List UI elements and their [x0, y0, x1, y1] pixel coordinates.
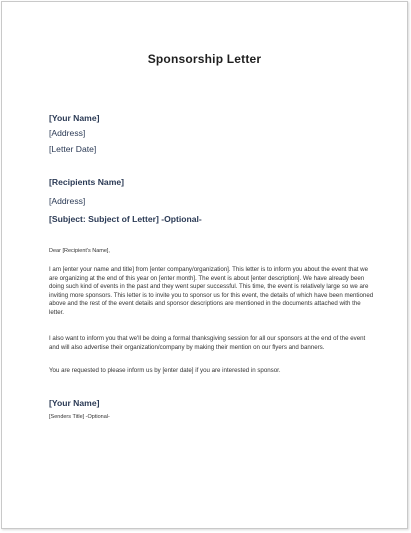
sender-address: [Address] — [49, 128, 86, 138]
letter-page — [1, 1, 408, 529]
recipient-address: [Address] — [49, 196, 86, 206]
recipient-name: [Recipients Name] — [49, 177, 124, 187]
paragraph-text: I am [enter your name and title] from [enter company/organization]. This letter is to inform you about the event that we are organizing at the end of this year on [enter month]. The event is about [enter description]. We have already been doing such kind of events in the past and they went super successful. This time, the event is relatively large so we are inviting more sponsors. This letter is to invite you to sponsor us for this event, the details of which have been mentioned above and the rest of the event details and sponsor descriptions are mentioned in the documents attached with the letter. — [49, 266, 374, 316]
letter-subject: [Subject: Subject of Letter] -Optional- — [49, 214, 202, 224]
closing-name: [Your Name] — [49, 398, 100, 408]
sender-name: [Your Name] — [49, 113, 100, 123]
paragraph-text: I also want to inform you that we'll be doing a formal thanksgiving session for all our sponsors at the end of the event and will also advertise their organization/company by making their mention on our flyers and banners. — [49, 335, 366, 351]
body-paragraph-3 — [49, 367, 374, 376]
body-paragraph-2 — [49, 335, 374, 352]
letter-date: [Letter Date] — [49, 144, 97, 154]
paragraph-text: You are requested to please inform us by [enter date] if you are interested in sponsor. — [49, 367, 281, 374]
salutation: Dear [Recipient's Name], — [49, 248, 110, 254]
body-paragraph-1 — [49, 266, 374, 318]
closing-title: [Senders Title] -Optional- — [49, 414, 110, 420]
document-title: Sponsorship Letter — [147, 52, 262, 66]
